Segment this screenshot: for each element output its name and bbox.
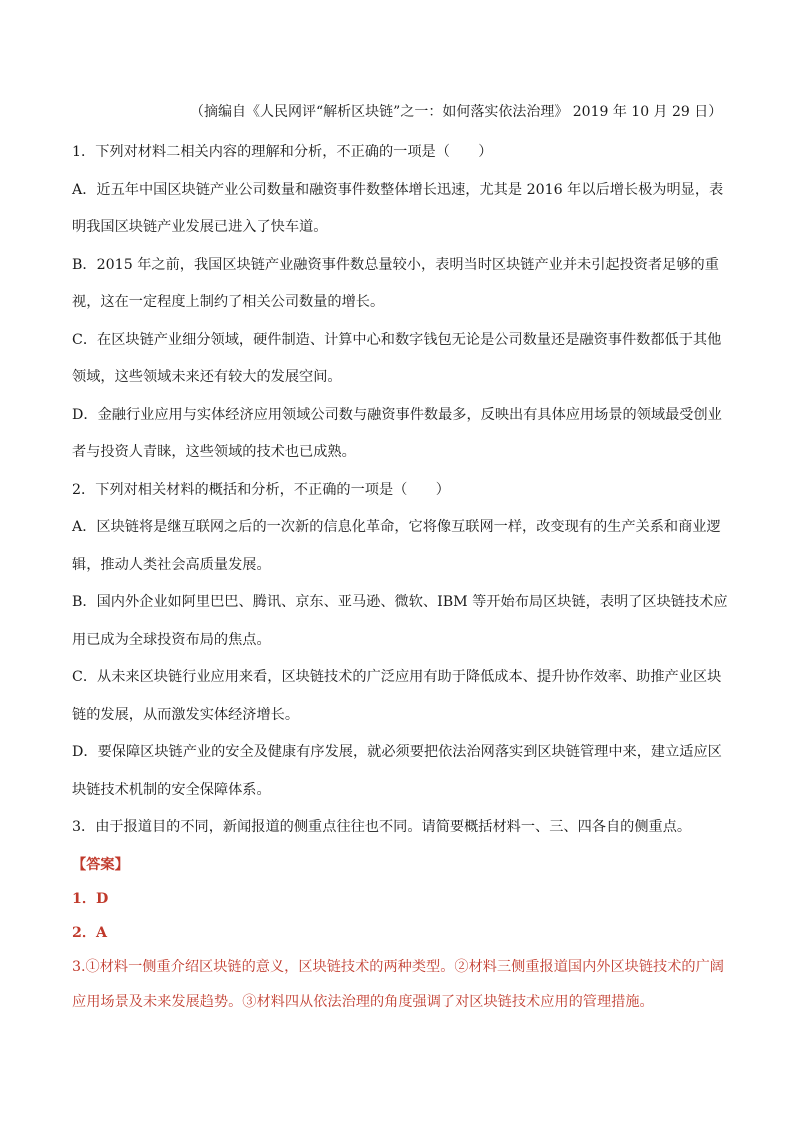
answer-2: 2．A <box>72 925 108 941</box>
question-2-option-d: D．要保障区块链产业的安全及健康有序发展，就必须要把依法治网落实到区块链管理中来，建立适应区块链技术机制的安全保障体系。 <box>72 744 722 798</box>
question-2-option-b: B．国内外企业如阿里巴巴、腾讯、京东、亚马逊、微软、IBM 等开始布局区块链，表明了区块链技术应用已成为全球投资布局的焦点。 <box>72 594 728 648</box>
question-2-option-c: C．从未来区块链行业应用来看，区块链技术的广泛应用有助于降低成本、提升协作效率、助推产业区块链的发展，从而激发实体经济增长。 <box>72 669 722 723</box>
question-1-option-c: C．在区块链产业细分领域，硬件制造、计算中心和数字钱包无论是公司数量还是融资事件数都低于其他领域，这些领域未来还有较大的发展空间。 <box>72 331 722 385</box>
question-2-stem: 2．下列对相关材料的概括和分析，不正确的一项是（ ） <box>72 481 450 498</box>
question-block <box>72 134 732 847</box>
question-2-option-a: A．区块链将是继互联网之后的一次新的信息化革命，它将像互联网一样，改变现有的生产关系和商业逻辑，推动人类社会高质量发展。 <box>72 519 721 573</box>
source-citation: （摘编自《人民网评“解析区块链”之一：如何落实依法治理》 2019 年 10 月 29 日） <box>190 104 723 120</box>
question-1-option-d: D．金融行业应用与实体经济应用领域公司数与融资事件数最多，反映出有具体应用场景的领域最受创业者与投资人青睐，这些领域的技术也已成熟。 <box>72 406 722 460</box>
question-1-stem: 1．下列对材料二相关内容的理解和分析，不正确的一项是（ ） <box>72 144 493 160</box>
question-1-option-a: A．近五年中国区块链产业公司数量和融资事件数整体增长迅速，尤其是 2016 年以后增长极为明显，表明我国区块链产业发展已进入了快车道。 <box>72 181 724 235</box>
answer-section <box>72 848 732 1020</box>
question-1-option-b: B．2015 年之前，我国区块链产业融资事件数总量较小，表明当时区块链产业并未引起投资者足够的重视，这在一定程度上制约了相关公司数量的增长。 <box>72 256 719 310</box>
answer-heading: 【答案】 <box>72 857 129 873</box>
answer-1: 1．D <box>72 891 109 907</box>
answer-3: 3.①材料一侧重介绍区块链的意义，区块链技术的两种类型。②材料三侧重报道国内外区块链技术的广阔应用场景及未来发展趋势。③材料四从依法治理的角度强调了对区块链技术应用的管理措施。 <box>72 959 724 1010</box>
question-3-stem: 3．由于报道目的不同，新闻报道的侧重点往往也不同。请简要概括材料一、三、四各自的侧重点。 <box>72 819 692 835</box>
